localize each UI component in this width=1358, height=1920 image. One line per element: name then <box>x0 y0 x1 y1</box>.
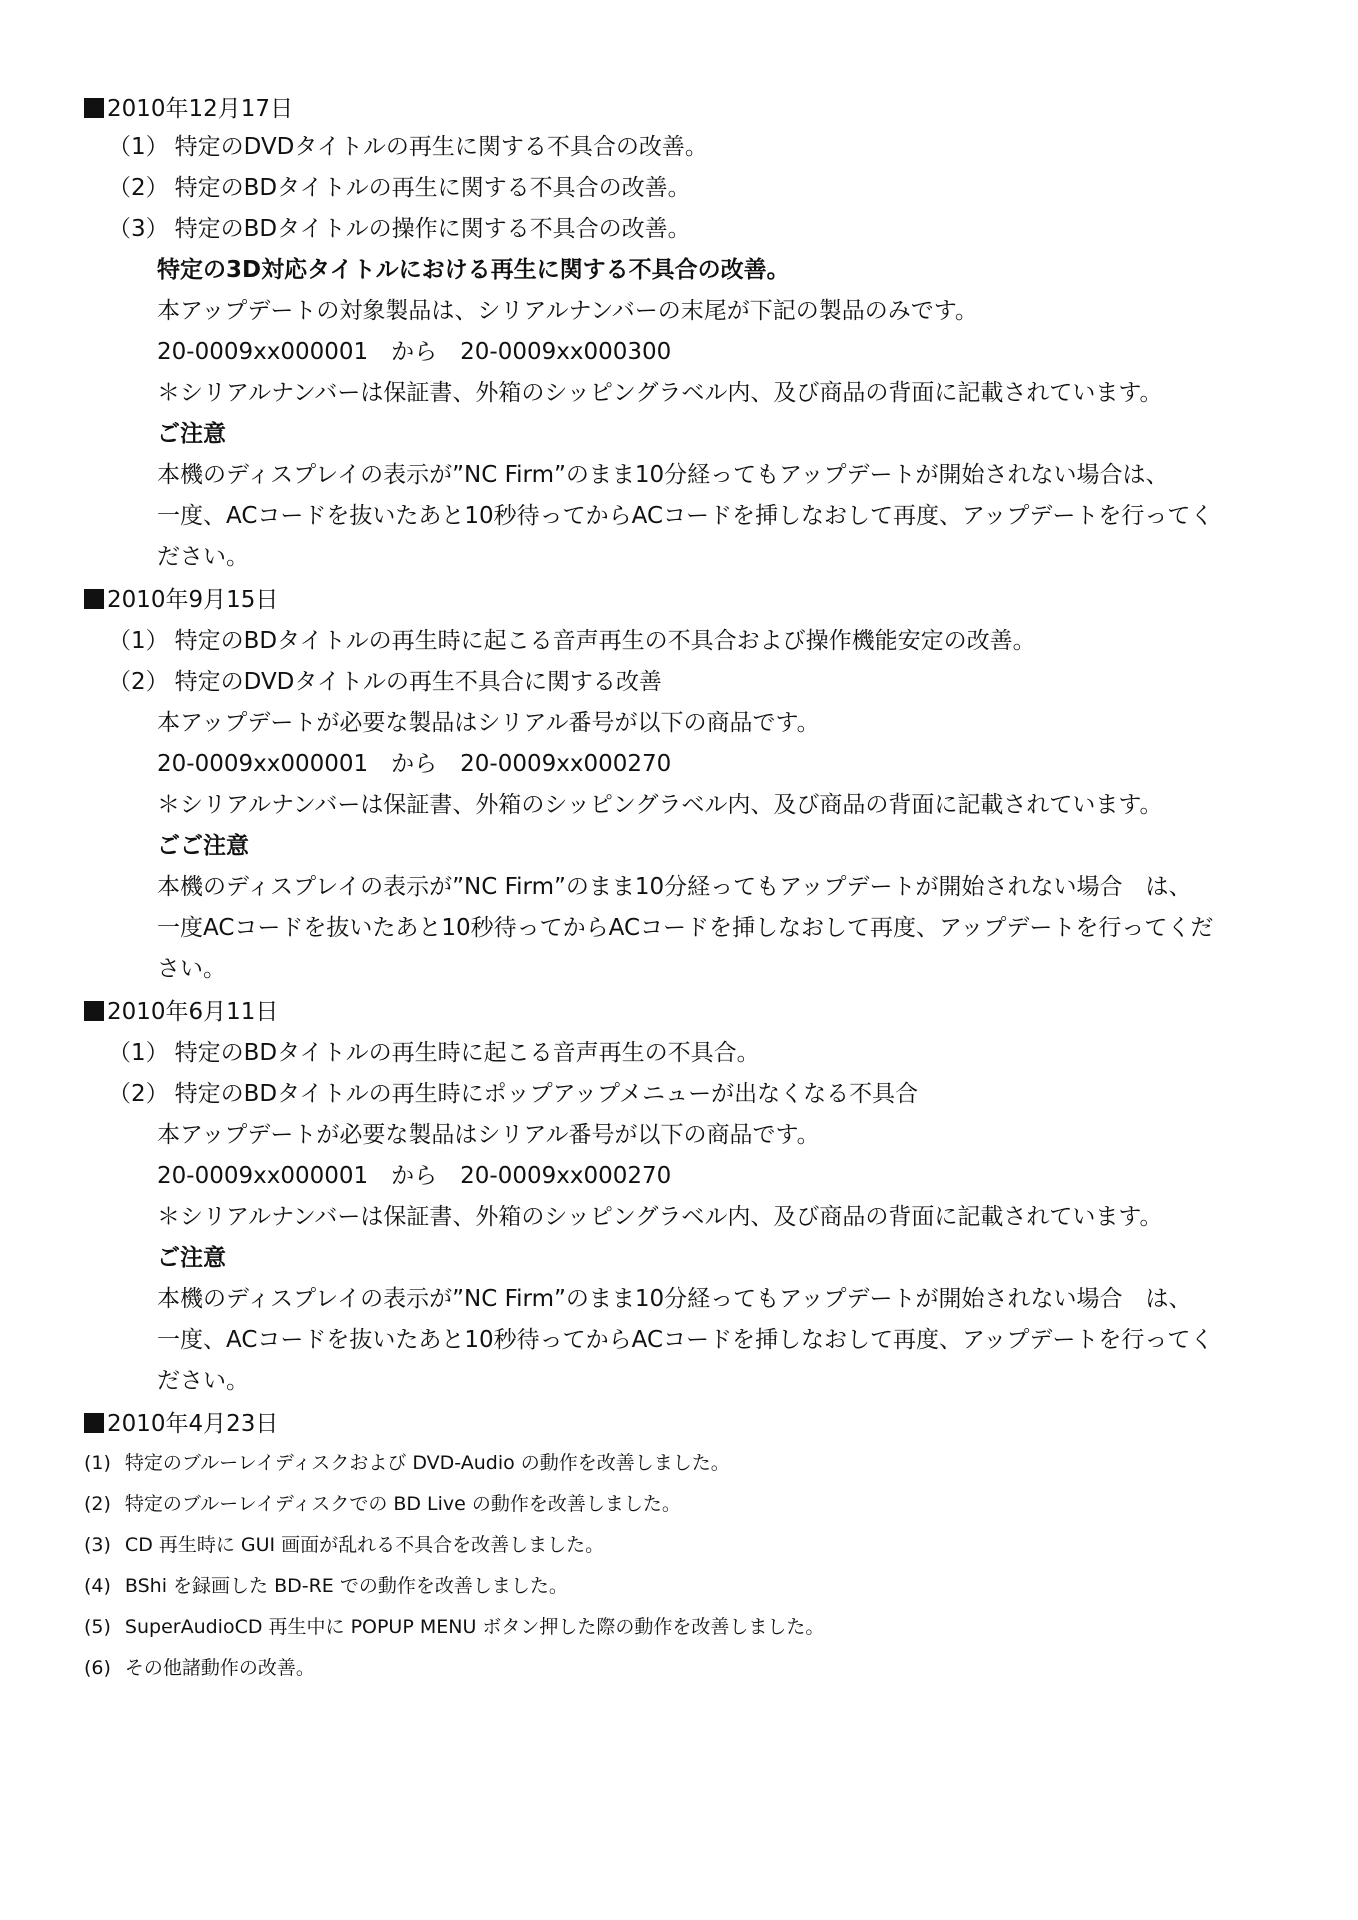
caution-text: 一度、ACコードを抜いたあと10秒待ってからACコードを挿しなおして再度、アップデートを行ってく <box>157 1327 1214 1353</box>
note-text: ＊シリアルナンバーは保証書、外箱のシッピングラベル内、及び商品の背面に記載されています。 <box>157 1204 1163 1230</box>
item-text: SuperAudioCD 再生中に POPUP MENU ボタン押した際の動作を改善しました。 <box>124 1616 825 1638</box>
note-text: 本アップデートが必要な製品はシリアル番号が以下の商品です。 <box>157 710 820 736</box>
item-number: （3） <box>108 216 169 242</box>
caution-text: 本機のディスプレイの表示が”NC Firm”のまま10分経ってもアップデートが開始されない場合 は、 <box>157 874 1192 900</box>
section-date-heading: 2010年12月17日 <box>84 94 293 124</box>
list-item <box>108 1038 760 1068</box>
item-text: 特定のBDタイトルの再生時にポップアップメニューが出なくなる不具合 <box>174 1081 919 1107</box>
item-number: (3) <box>84 1534 111 1556</box>
item-number: （1） <box>108 1040 169 1066</box>
item-number: (2) <box>84 1493 111 1515</box>
item-text: 特定のブルーレイディスクおよび DVD-Audio の動作を改善しました。 <box>124 1452 730 1474</box>
section-date-heading: 2010年6月11日 <box>84 997 278 1027</box>
caution-text: 本機のディスプレイの表示が”NC Firm”のまま10分経ってもアップデートが開始されない場合 は、 <box>157 1286 1192 1312</box>
note-text: ＊シリアルナンバーは保証書、外箱のシッピングラベル内、及び商品の背面に記載されています。 <box>157 792 1163 818</box>
list-item <box>108 173 691 203</box>
caution-text: 本機のディスプレイの表示が”NC Firm”のまま10分経ってもアップデートが開始されない場合は、 <box>157 462 1169 488</box>
item-text: 特定のBDタイトルの操作に関する不具合の改善。 <box>174 216 691 242</box>
square-bullet-icon <box>84 1001 104 1021</box>
item-text: BShi を録画した BD-RE での動作を改善しました。 <box>124 1575 568 1597</box>
list-item <box>84 1655 315 1681</box>
list-item <box>84 1614 824 1640</box>
list-item <box>84 1450 730 1476</box>
bold-note: 特定の3D対応タイトルにおける再生に関する不具合の改善。 <box>157 257 790 283</box>
list-item <box>84 1573 568 1599</box>
item-number: （1） <box>108 628 169 654</box>
item-number: (5) <box>84 1616 111 1638</box>
item-text: 特定のBDタイトルの再生に関する不具合の改善。 <box>174 175 691 201</box>
item-number: （2） <box>108 669 169 695</box>
caution-text: 一度ACコードを抜いたあと10秒待ってからACコードを挿しなおして再度、アップデートを行ってくだ <box>157 915 1214 941</box>
item-text: CD 再生時に GUI 画面が乱れる不具合を改善しました。 <box>124 1534 605 1556</box>
item-text: 特定のBDタイトルの再生時に起こる音声再生の不具合および操作機能安定の改善。 <box>174 628 1036 654</box>
note-text: 本アップデートが必要な製品はシリアル番号が以下の商品です。 <box>157 1122 820 1148</box>
serial-range: 20-0009xx000001 から 20-0009xx000270 <box>157 751 672 777</box>
item-number: （2） <box>108 175 169 201</box>
item-number: (1) <box>84 1452 111 1474</box>
list-item <box>108 1079 918 1109</box>
item-number: （2） <box>108 1081 169 1107</box>
item-text: 特定のDVDタイトルの再生に関する不具合の改善。 <box>174 134 708 160</box>
item-text: その他諸動作の改善。 <box>124 1657 315 1679</box>
square-bullet-icon <box>84 98 104 118</box>
caution-text: 一度、ACコードを抜いたあと10秒待ってからACコードを挿しなおして再度、アップデートを行ってく <box>157 503 1214 529</box>
list-item <box>108 626 1036 656</box>
list-item <box>108 132 708 162</box>
item-number: (6) <box>84 1657 111 1679</box>
item-number: (4) <box>84 1575 111 1597</box>
item-text: 特定のDVDタイトルの再生不具合に関する改善 <box>174 669 662 695</box>
caution-heading: ご注意 <box>157 1245 226 1271</box>
section-date-heading: 2010年4月23日 <box>84 1409 278 1439</box>
list-item <box>84 1491 681 1517</box>
note-text: ＊シリアルナンバーは保証書、外箱のシッピングラベル内、及び商品の背面に記載されています。 <box>157 380 1163 406</box>
caution-heading: ごご注意 <box>157 833 249 859</box>
list-item <box>108 214 691 244</box>
caution-text: ださい。 <box>157 1368 249 1394</box>
item-text: 特定のブルーレイディスクでの BD Live の動作を改善しました。 <box>124 1493 681 1515</box>
list-item <box>84 1532 604 1558</box>
list-item <box>108 667 662 697</box>
square-bullet-icon <box>84 1413 104 1433</box>
serial-range: 20-0009xx000001 から 20-0009xx000270 <box>157 1163 672 1189</box>
square-bullet-icon <box>84 589 104 609</box>
caution-text: さい。 <box>157 956 226 982</box>
caution-heading: ご注意 <box>157 421 226 447</box>
caution-text: ださい。 <box>157 544 249 570</box>
item-text: 特定のBDタイトルの再生時に起こる音声再生の不具合。 <box>174 1040 760 1066</box>
serial-range: 20-0009xx000001 から 20-0009xx000300 <box>157 339 672 365</box>
item-number: （1） <box>108 134 169 160</box>
note-text: 本アップデートの対象製品は、シリアルナンバーの末尾が下記の製品のみです。 <box>157 298 978 324</box>
section-date-heading: 2010年9月15日 <box>84 585 278 615</box>
